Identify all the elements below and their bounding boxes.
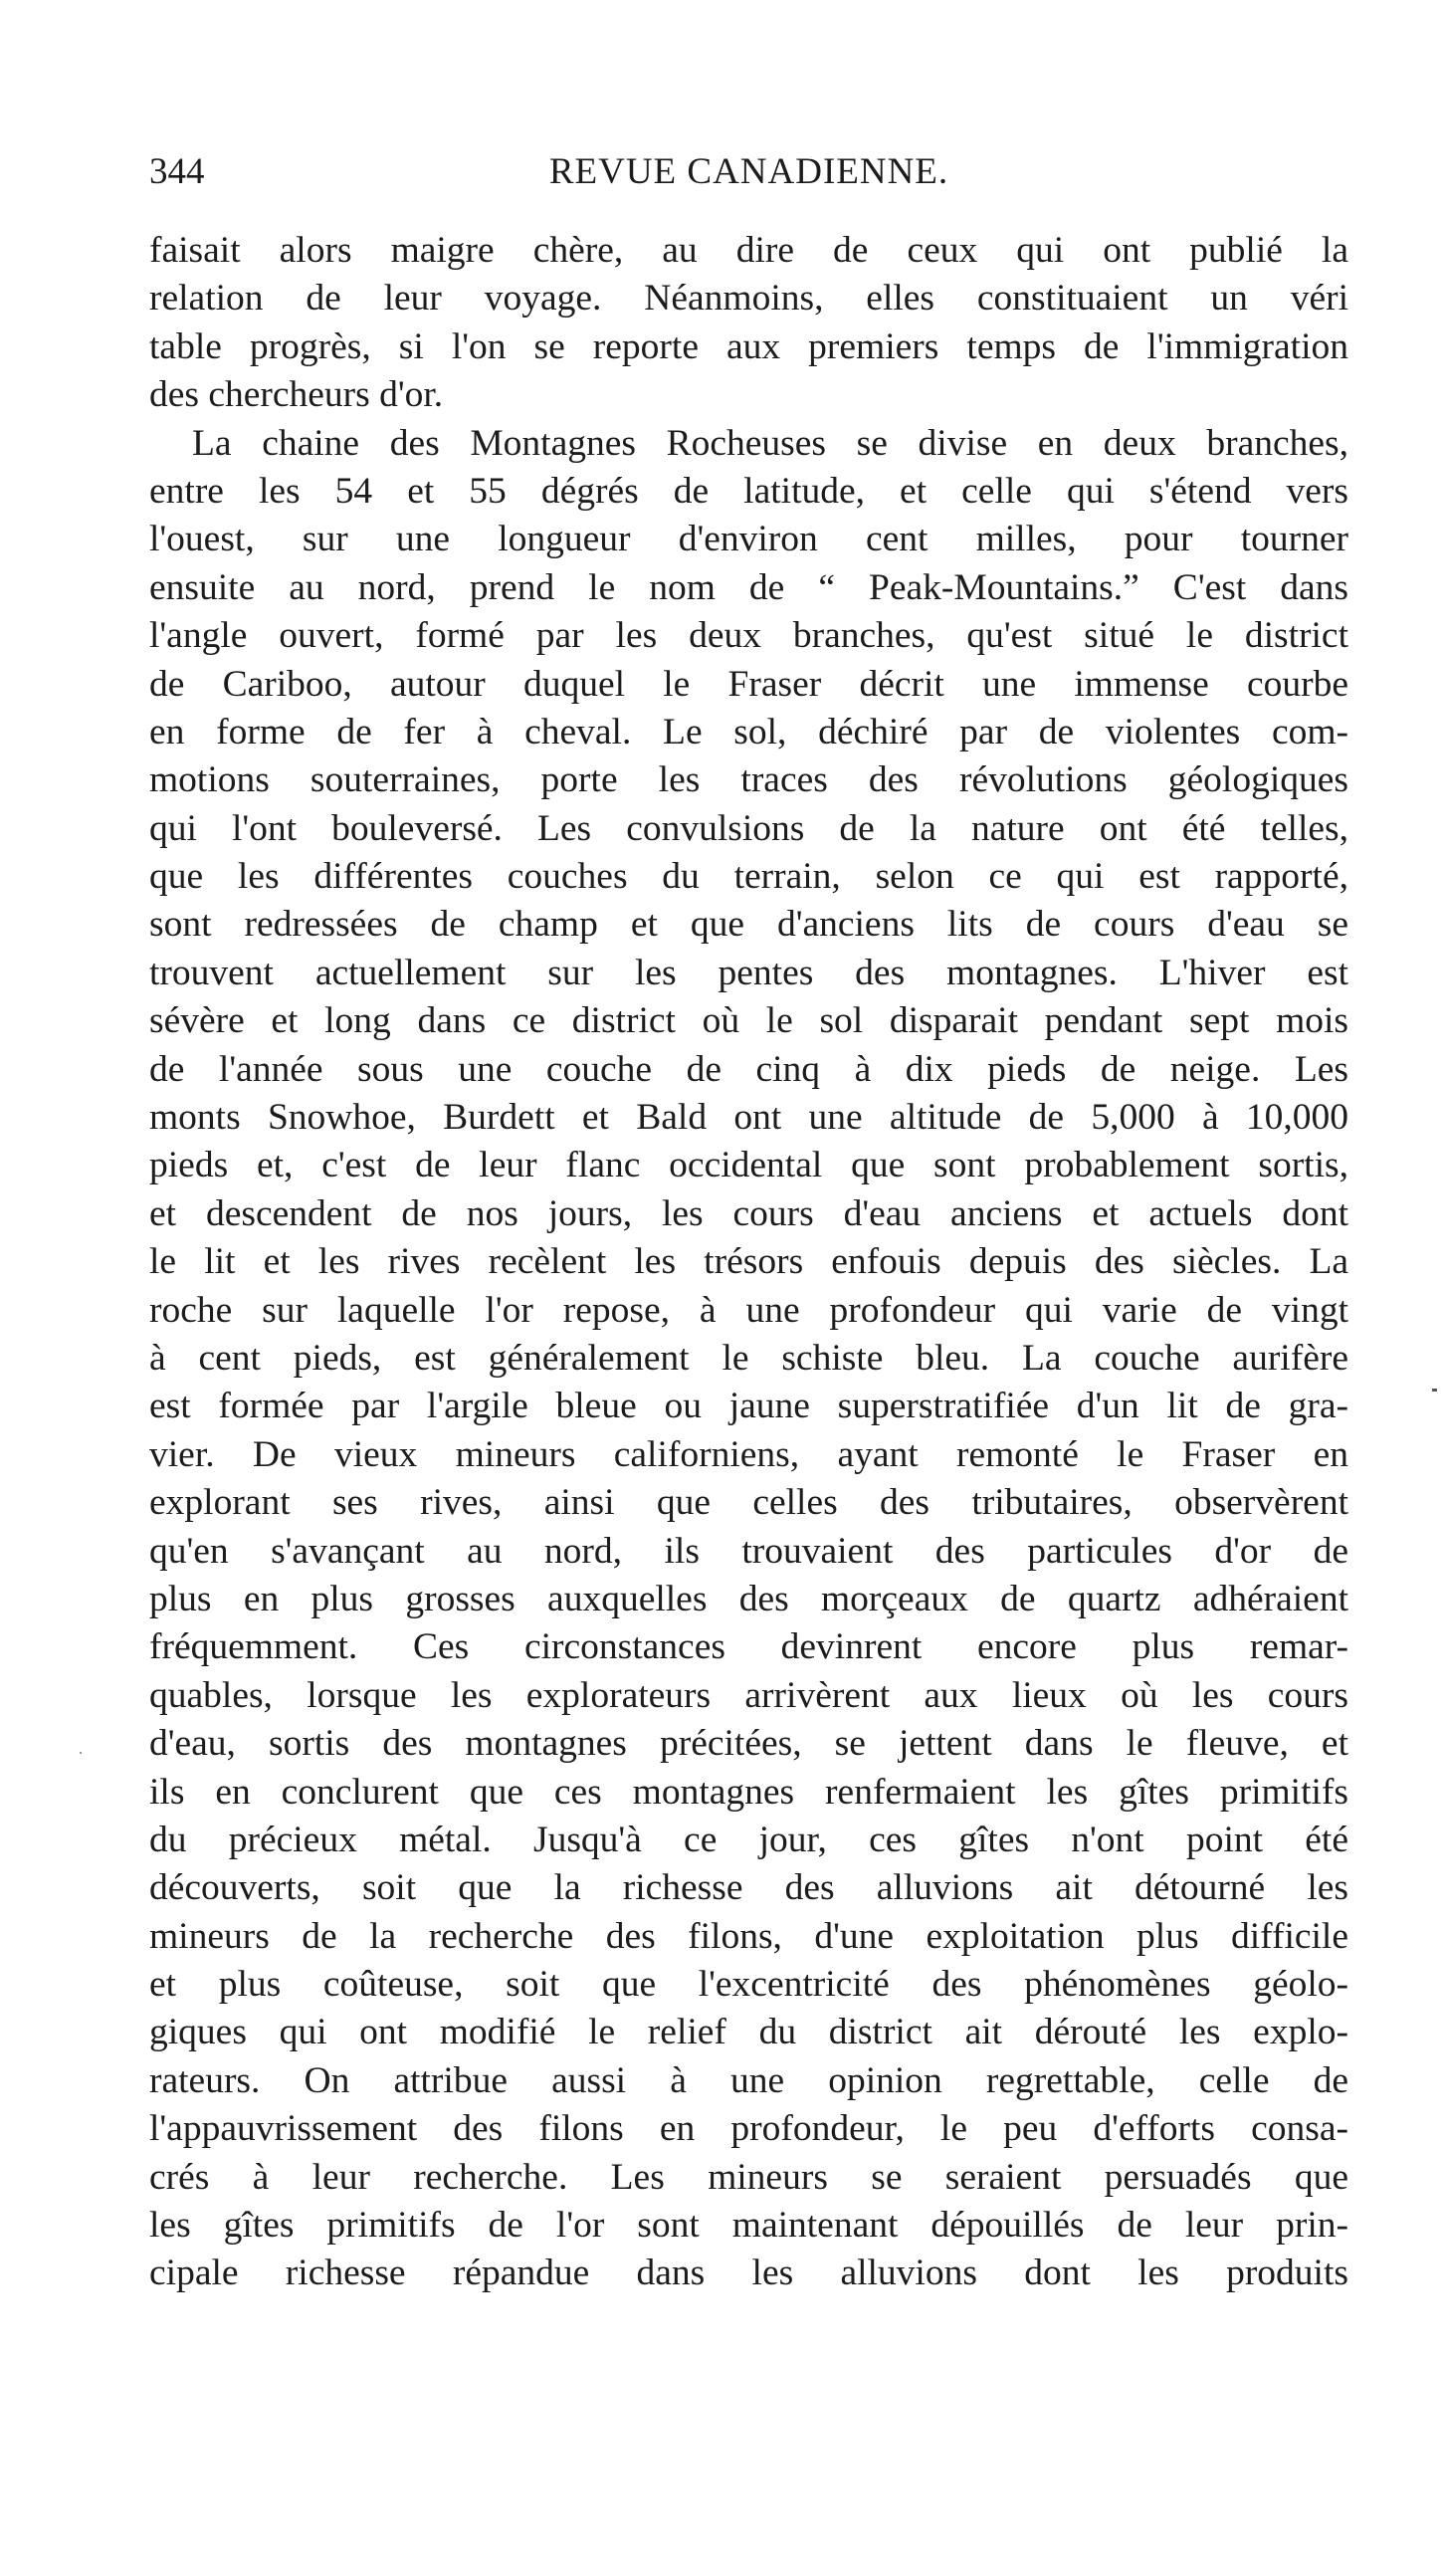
text-line: crés à leur recherche. Les mineurs se seraient persuadés que [149, 2156, 1348, 2198]
text-line: d'eau, sortis des montagnes précitées, se jettent dans le fleuve, et [149, 1723, 1348, 1765]
text-line: est formée par l'argile bleue ou jaune superstratifiée d'un lit de gra- [149, 1386, 1348, 1427]
text-line: relation de leur voyage. Néanmoins, elles constituaient un véri [149, 278, 1348, 320]
text-line: roche sur laquelle l'or repose, à une profondeur qui varie de vingt [149, 1289, 1348, 1331]
text-line: découverts, soit que la richesse des alluvions ait détourné les [149, 1867, 1348, 1909]
text-line: et descendent de nos jours, les cours d'eau anciens et actuels dont [149, 1192, 1348, 1234]
scan-speck [80, 1752, 82, 1754]
text-line: faisait alors maigre chère, au dire de ceux qui ont publié la [149, 230, 1348, 271]
text-line: et plus coûteuse, soit que l'excentricité des phénomènes géolo- [149, 1964, 1348, 2006]
text-line: rateurs. On attribue aussi à une opinion regrettable, celle de [149, 2059, 1348, 2101]
text-line: fréquemment. Ces circonstances devinrent encore plus remar- [149, 1626, 1348, 1668]
text-line: les gîtes primitifs de l'or sont maintenant dépouillés de leur prin- [149, 2205, 1348, 2247]
text-line: l'angle ouvert, formé par les deux branches, qu'est situé le district [149, 615, 1348, 657]
page-number: 344 [149, 151, 205, 192]
text-line: l'ouest, sur une longueur d'environ cent milles, pour tourner [149, 519, 1348, 560]
text-line: qui l'ont bouleversé. Les convulsions de la nature ont été telles, [149, 807, 1348, 849]
text-line: que les différentes couches du terrain, selon ce qui est rapporté, [149, 856, 1348, 898]
text-line: à cent pieds, est généralement le schiste bleu. La couche aurifère [149, 1337, 1348, 1379]
text-line: en forme de fer à cheval. Le sol, déchiré par de violentes com- [149, 711, 1348, 752]
text-line: giques qui ont modifié le relief du district ait dérouté les explo- [149, 2012, 1348, 2053]
text-line: de l'année sous une couche de cinq à dix pieds de neige. Les [149, 1048, 1348, 1090]
scan-speck [1432, 1389, 1437, 1392]
text-line: motions souterraines, porte les traces des révolutions géologiques [149, 759, 1348, 801]
text-line: monts Snowhoe, Burdett et Bald ont une altitude de 5,000 à 10,000 [149, 1097, 1348, 1139]
text-line: le lit et les rives recèlent les trésors enfouis depuis des siècles. La [149, 1241, 1348, 1283]
journal-title: REVUE CANADIENNE. [548, 151, 949, 192]
text-line: de Cariboo, autour duquel le Fraser décrit une immense courbe [149, 663, 1348, 705]
text-line: cipale richesse répandue dans les alluvions dont les produits [149, 2253, 1348, 2294]
paragraph-end-line: des chercheurs d'or. [149, 374, 444, 416]
text-line: ensuite au nord, prend le nom de “ Peak-Mountains.” C'est dans [149, 566, 1348, 608]
text-line: sévère et long dans ce district où le sol disparait pendant sept mois [149, 1000, 1348, 1042]
text-line: sont redressées de champ et que d'anciens lits de cours d'eau se [149, 904, 1348, 946]
text-line: trouvent actuellement sur les pentes des montagnes. L'hiver est [149, 952, 1348, 993]
text-line: qu'en s'avançant au nord, ils trouvaient des particules d'or de [149, 1530, 1348, 1572]
running-head [149, 147, 1348, 197]
text-line: ils en conclurent que ces montagnes renfermaient les gîtes primitifs [149, 1771, 1348, 1813]
text-line: l'appauvrissement des filons en profondeur, le peu d'efforts consa- [149, 2108, 1348, 2150]
text-line: pieds et, c'est de leur flanc occidental que sont probablement sortis, [149, 1145, 1348, 1186]
text-line: vier. De vieux mineurs californiens, ayant remonté le Fraser en [149, 1433, 1348, 1475]
body-text [149, 227, 1348, 2298]
text-line: explorant ses rives, ainsi que celles des tributaires, observèrent [149, 1482, 1348, 1524]
paragraph-start-line: La chaine des Montagnes Rocheuses se divise en deux branches, [192, 422, 1348, 464]
text-line: quables, lorsque les explorateurs arrivèrent aux lieux où les cours [149, 1674, 1348, 1716]
text-line: entre les 54 et 55 dégrés de latitude, et celle qui s'étend vers [149, 470, 1348, 512]
text-line: plus en plus grosses auxquelles des morçeaux de quartz adhéraient [149, 1578, 1348, 1619]
text-line: mineurs de la recherche des filons, d'une exploitation plus difficile [149, 1915, 1348, 1957]
text-line: du précieux métal. Jusqu'à ce jour, ces gîtes n'ont point été [149, 1819, 1348, 1860]
text-line: table progrès, si l'on se reporte aux premiers temps de l'immigration [149, 325, 1348, 367]
